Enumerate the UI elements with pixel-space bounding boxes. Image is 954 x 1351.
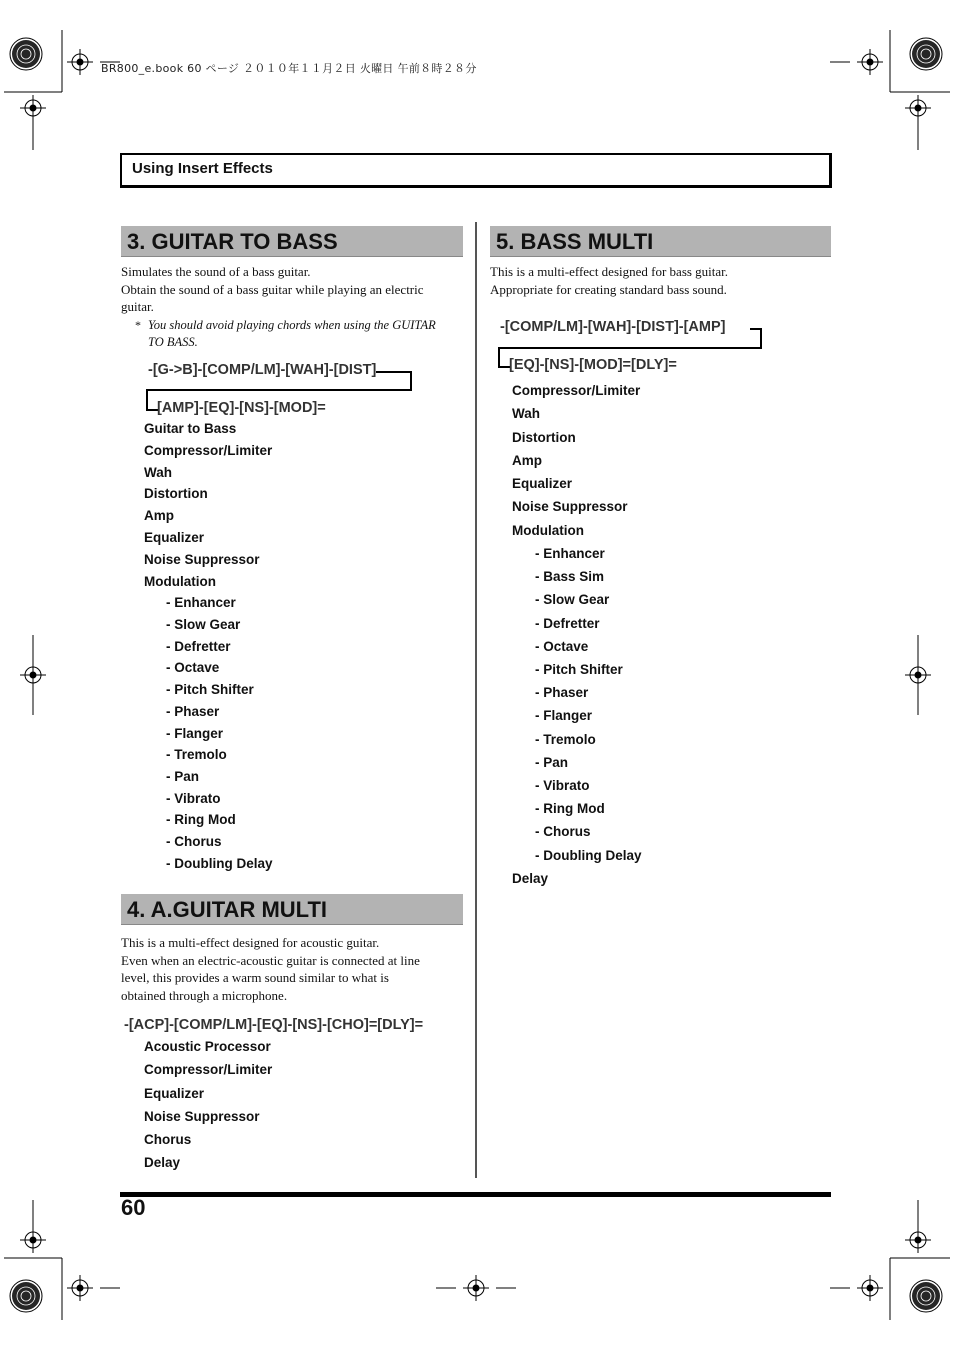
description-line: This is a multi-effect designed for acoustic guitar. xyxy=(121,935,380,950)
effect-item: Modulation xyxy=(144,573,216,589)
effect-item: Compressor/Limiter xyxy=(144,442,273,458)
modulation-item: - Slow Gear xyxy=(535,592,610,608)
print-header: BR800_e.book 60 ページ ２０１０年１１月２日 火曜日 午前８時２８分 xyxy=(101,62,477,75)
effect-item: Equalizer xyxy=(144,1085,205,1101)
chain-bracket xyxy=(750,328,762,349)
running-header-box xyxy=(120,153,832,188)
effect-chain-line-1: -[G->B]-[COMP/LM]-[WAH]-[DIST] xyxy=(148,362,377,378)
effect-item: Equalizer xyxy=(144,529,205,545)
modulation-item: - Defretter xyxy=(535,615,600,631)
section-title-bass-multi: 5. BASS MULTI xyxy=(490,226,831,257)
modulation-item: - Phaser xyxy=(535,685,589,701)
effect-item: Noise Suppressor xyxy=(144,1108,260,1124)
modulation-item: - Enhancer xyxy=(166,595,236,611)
description-line: level, this provides a warm sound similar to what is xyxy=(121,970,389,986)
effect-item: Amp xyxy=(144,508,174,524)
modulation-item: - Pan xyxy=(535,754,569,770)
section-title-a-guitar-multi: 4. A.GUITAR MULTI xyxy=(121,894,463,925)
effect-item: Equalizer xyxy=(512,476,573,492)
effect-item: Noise Suppressor xyxy=(512,499,628,515)
modulation-item: - Bass Sim xyxy=(535,569,605,585)
effect-item: Delay xyxy=(512,870,549,886)
modulation-item: - Enhancer xyxy=(535,546,605,562)
modulation-item: - Flanger xyxy=(166,725,224,741)
description-line: guitar. xyxy=(121,299,154,315)
modulation-item: - Defretter xyxy=(166,638,231,654)
modulation-item: - Ring Mod xyxy=(166,812,236,828)
section-title-guitar-to-bass: 3. GUITAR TO BASS xyxy=(121,226,463,257)
note-asterisk: * xyxy=(135,318,141,332)
chain-bracket xyxy=(498,347,762,349)
modulation-item: - Pitch Shifter xyxy=(535,662,623,678)
chain-bracket xyxy=(376,371,412,391)
effect-item: Distortion xyxy=(144,486,208,502)
description-line: Obtain the sound of a bass guitar while playing an electric xyxy=(121,281,424,297)
effect-item: Acoustic Processor xyxy=(144,1039,271,1054)
note-line: TO BASS. xyxy=(148,335,198,349)
modulation-item: - Octave xyxy=(166,660,220,676)
modulation-item: - Vibrato xyxy=(535,777,590,793)
modulation-item: - Pitch Shifter xyxy=(166,682,254,698)
a-guitar-multi-description xyxy=(121,934,466,1005)
modulation-item: - Chorus xyxy=(166,833,222,849)
running-header: Using Insert Effects xyxy=(132,160,273,177)
effect-item: Compressor/Limiter xyxy=(144,1062,273,1078)
effect-item: Noise Suppressor xyxy=(144,551,260,567)
effect-item: Guitar to Bass xyxy=(144,421,237,436)
effect-item: Modulation xyxy=(512,522,584,538)
a-guitar-multi-effect-list xyxy=(144,1039,272,1179)
modulation-item: - Doubling Delay xyxy=(535,847,642,863)
description-line: Even when an electric-acoustic guitar is connected at line xyxy=(121,952,420,968)
page-number: 60 xyxy=(121,1195,146,1220)
modulation-item: - Tremolo xyxy=(535,731,596,747)
description-line: This is a multi-effect designed for bass guitar. xyxy=(490,264,729,279)
effect-item: Chorus xyxy=(144,1132,192,1148)
modulation-item: - Vibrato xyxy=(166,790,221,806)
note-line: You should avoid playing chords when using the GUITAR xyxy=(148,318,436,332)
modulation-item: - Doubling Delay xyxy=(166,855,273,871)
footer-rule xyxy=(120,1192,831,1197)
guitar-to-bass-description xyxy=(121,263,466,316)
effect-item: Wah xyxy=(144,464,172,480)
modulation-sublist xyxy=(144,595,273,877)
effect-item: Wah xyxy=(512,406,540,422)
description-line: obtained through a microphone. xyxy=(121,988,288,1004)
modulation-item: - Octave xyxy=(535,638,589,654)
bass-multi-description xyxy=(490,263,830,298)
description-line: Simulates the sound of a bass guitar. xyxy=(121,264,311,279)
modulation-item: - Chorus xyxy=(535,824,591,840)
effect-chain-line-1: -[COMP/LM]-[WAH]-[DIST]-[AMP] xyxy=(500,319,726,335)
description-line: Appropriate for creating standard bass sound. xyxy=(490,281,727,297)
column-divider xyxy=(475,222,477,1178)
modulation-item: - Ring Mod xyxy=(535,801,605,817)
guitar-to-bass-note xyxy=(148,317,463,351)
modulation-item: - Phaser xyxy=(166,703,220,719)
effect-chain-line-2: [EQ]-[NS]-[MOD]=[DLY]= xyxy=(509,357,677,373)
effect-chain-line-1: -[ACP]-[COMP/LM]-[EQ]-[NS]-[CHO]=[DLY]= xyxy=(124,1017,424,1033)
modulation-sublist xyxy=(512,546,642,871)
effect-chain-line-2: [AMP]-[EQ]-[NS]-[MOD]= xyxy=(157,400,326,416)
modulation-item: - Pan xyxy=(166,768,200,784)
effect-item: Amp xyxy=(512,452,542,468)
effect-item: Delay xyxy=(144,1155,181,1171)
modulation-item: - Tremolo xyxy=(166,747,227,763)
guitar-to-bass-effect-list xyxy=(144,421,273,877)
effect-item: Compressor/Limiter xyxy=(512,383,641,398)
bass-multi-effect-list xyxy=(512,383,642,894)
modulation-item: - Flanger xyxy=(535,708,593,724)
effect-item: Distortion xyxy=(512,429,576,445)
modulation-item: - Slow Gear xyxy=(166,617,241,633)
